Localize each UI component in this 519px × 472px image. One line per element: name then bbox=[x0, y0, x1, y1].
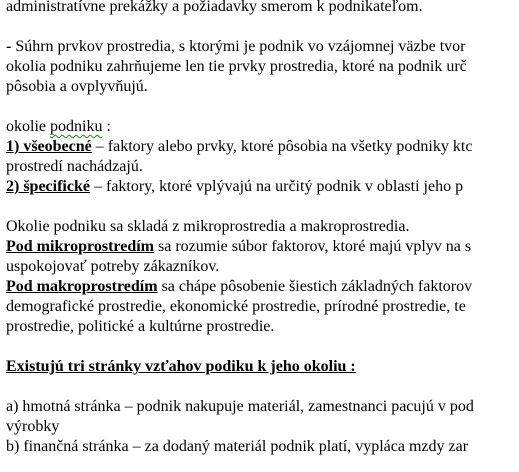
micro-text: sa rozumie súbor faktorov, ktoré majú vplyv na s bbox=[154, 238, 472, 255]
type-specific-text: – faktory, ktoré vplývajú na určitý podnik v oblasti jeho p bbox=[89, 178, 464, 195]
macro-text: sa chápe pôsobenie šiestich základných faktorov bbox=[157, 278, 473, 295]
type-general-term: 1) všeobecné bbox=[6, 138, 92, 155]
macro-line-1 bbox=[6, 277, 519, 297]
macro-term: Pod makroprostredím bbox=[6, 278, 158, 295]
macro-line-2: demografické prostredie, ekonomické prostredie, prírodné prostredie, te bbox=[6, 298, 466, 315]
micro-line-1 bbox=[6, 237, 519, 257]
macro-line-3: prostredie, politické a kultúrne prostredie. bbox=[6, 318, 275, 335]
blank-line bbox=[6, 17, 519, 37]
blank-line bbox=[6, 377, 519, 397]
definition-dash: - bbox=[6, 38, 16, 55]
spellcheck-underlined-word: podniku bbox=[50, 118, 103, 135]
document-page bbox=[6, 0, 519, 472]
type-specific-term: 2) špecifické bbox=[6, 178, 90, 195]
relation-a-line-2: výrobky bbox=[6, 418, 60, 435]
relations-heading: Existujú tri stránky vzťahov podiku k jeho okoliu : bbox=[6, 358, 356, 375]
definition-text-1: Súhrn prvkov prostredia, s ktorými je podnik vo vzájomnej väzbe tvor bbox=[15, 38, 466, 55]
composition-line: Okolie podniku sa skladá z mikroprostredia a makroprostredia. bbox=[6, 218, 410, 235]
relation-b-line-1: b) finančná stránka – za dodaný materiál podnik platí, vypláca mzdy zar bbox=[6, 438, 469, 455]
type-general-line-1 bbox=[6, 137, 519, 157]
type-general-line-2: prostredí nachádzajú. bbox=[6, 158, 143, 175]
blank-line bbox=[6, 197, 519, 217]
blank-line bbox=[6, 337, 519, 357]
definition-line-2: okolia podniku zahrňujeme len tie prvky prostredia, ktoré na podnik urč bbox=[6, 58, 467, 75]
relation-a-line-1: a) hmotná stránka – podnik nakupuje materiál, zamestnanci pacujú v pod bbox=[6, 398, 474, 415]
type-general-text: – faktory alebo prvky, ktoré pôsobia na všetky podniky ktc bbox=[91, 138, 473, 155]
blank-line bbox=[6, 97, 519, 117]
micro-term: Pod mikroprostredím bbox=[6, 238, 155, 255]
micro-line-2: uspokojovať potreby zákazníkov. bbox=[6, 258, 220, 275]
definition-line-3: pôsobia a ovplyvňujú. bbox=[6, 78, 148, 95]
okolie-heading-prefix: okolie bbox=[6, 118, 50, 135]
intro-line: administratívne prekážky a požiadavky smerom k podnikateľom. bbox=[6, 0, 423, 15]
definition-line-1 bbox=[6, 37, 519, 57]
okolie-heading bbox=[6, 117, 519, 137]
type-specific-line-1 bbox=[6, 177, 519, 197]
okolie-heading-suffix: : bbox=[102, 118, 111, 135]
